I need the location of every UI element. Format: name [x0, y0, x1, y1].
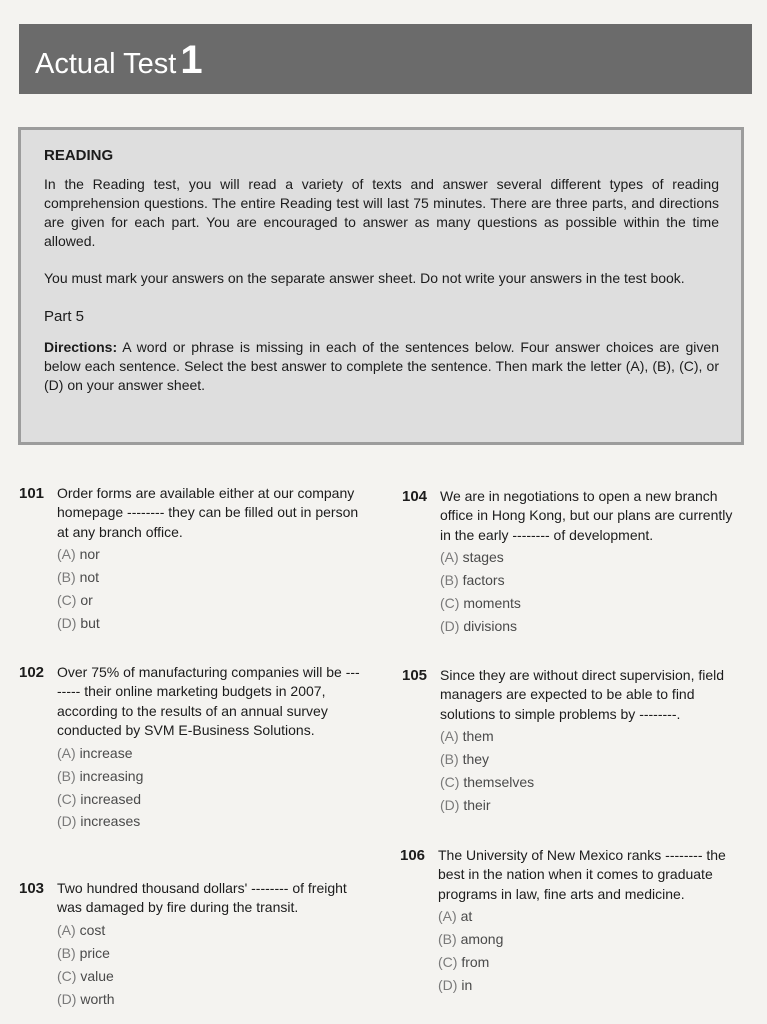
directions [44, 338, 719, 395]
part-label: Part 5 [44, 308, 85, 325]
answer-option-b[interactable] [57, 944, 364, 963]
option-letter: (C) [57, 790, 77, 807]
answer-option-a[interactable] [57, 744, 364, 763]
question-text: Since they are without direct supervision, field managers are expected to be able to find solutions to simple problems by --------. [440, 667, 725, 722]
option-letter: (D) [57, 813, 77, 830]
answer-option-d[interactable] [440, 796, 747, 815]
question-text: Order forms are available either at our company homepage -------- they can be filled out in person at any branch office. [57, 485, 359, 540]
option-letter: (B) [57, 945, 76, 962]
answer-option-b[interactable] [57, 568, 364, 587]
answer-option-a[interactable] [57, 545, 364, 564]
option-letter: (A) [438, 908, 457, 925]
intro-paragraph-1: In the Reading test, you will read a variety of texts and answer several different types of reading comprehension questions. The entire Reading test will last 75 minutes. There are three parts, and directions are given for each part. You are encouraged to answer as many questions as possible within the time allowed. [44, 176, 719, 249]
option-letter: (A) [57, 744, 76, 761]
option-letter: (D) [440, 797, 460, 814]
option-letter: (A) [57, 546, 76, 563]
answer-option-a[interactable] [440, 727, 747, 746]
directions-text: A word or phrase is missing in each of the sentences below. Four answer choices are given below each sentence. Select the best answer to complete the sentence. Then mark the letter (A), (B), (C), or (D) on your answer sheet. [44, 339, 719, 393]
option-letter: (C) [438, 954, 458, 971]
option-text: worth [80, 990, 115, 1007]
header-bar [19, 24, 752, 94]
option-letter: (B) [440, 572, 459, 589]
question-103 [19, 879, 364, 1009]
question-102 [19, 663, 364, 832]
option-letter: (C) [440, 595, 460, 612]
question-number: 105 [402, 667, 428, 684]
option-letter: (B) [57, 569, 76, 586]
option-letter: (B) [57, 767, 76, 784]
option-letter: (A) [57, 922, 76, 939]
option-letter: (B) [438, 931, 457, 948]
question-104 [402, 487, 747, 636]
question-number: 101 [19, 485, 45, 502]
answer-option-b[interactable] [440, 750, 747, 769]
answer-option-c[interactable] [438, 953, 745, 972]
option-letter: (A) [440, 728, 459, 745]
option-text: but [80, 615, 100, 632]
option-letter: (D) [57, 990, 77, 1007]
reading-intro-box [18, 127, 744, 445]
option-letter: (C) [440, 774, 460, 791]
answer-option-d[interactable] [57, 990, 364, 1009]
answer-option-d[interactable] [57, 812, 364, 831]
answer-option-a[interactable] [438, 907, 745, 926]
option-text: they [462, 751, 490, 768]
answer-option-c[interactable] [57, 591, 364, 610]
option-text: their [463, 797, 491, 814]
option-text: divisions [463, 618, 518, 635]
answer-option-c[interactable] [57, 790, 364, 809]
question-text: We are in negotiations to open a new branch office in Hong Kong, but our plans are currently in the early -------- of development. [440, 488, 733, 543]
answer-option-a[interactable] [440, 548, 747, 567]
answer-option-b[interactable] [440, 571, 747, 590]
option-text: value [80, 967, 114, 984]
option-letter: (C) [57, 967, 77, 984]
option-text: from [461, 954, 490, 971]
option-text: moments [463, 595, 521, 612]
option-text: not [79, 569, 100, 586]
option-letter: (D) [57, 615, 77, 632]
question-text: Over 75% of manufacturing companies will be -------- their online marketing budgets in 2007, according to the results of an annual survey conducted by SVM E-Business Solutions. [57, 664, 360, 738]
question-text: The University of New Mexico ranks -------- the best in the nation when it comes to graduate programs in law, fine arts and medicine. [438, 847, 726, 902]
page-title [35, 38, 203, 83]
option-text: at [460, 908, 473, 925]
option-text: stages [462, 549, 504, 566]
option-text: increase [79, 744, 133, 761]
option-text: themselves [463, 774, 535, 791]
answer-option-d[interactable] [57, 614, 364, 633]
option-text: in [461, 977, 473, 994]
option-text: increasing [79, 767, 144, 784]
answer-option-b[interactable] [438, 930, 745, 949]
option-text: nor [79, 546, 100, 563]
option-text: increases [80, 813, 141, 830]
answer-option-a[interactable] [57, 921, 364, 940]
option-text: price [79, 945, 110, 962]
question-text: Two hundred thousand dollars' -------- of freight was damaged by fire during the transit. [57, 880, 347, 916]
option-text: or [80, 592, 93, 609]
option-text: increased [80, 790, 142, 807]
question-105 [402, 666, 747, 815]
option-letter: (D) [440, 618, 460, 635]
answer-option-b[interactable] [57, 767, 364, 786]
answer-option-c[interactable] [57, 967, 364, 986]
answer-option-d[interactable] [438, 976, 745, 995]
option-text: among [460, 931, 504, 948]
option-text: factors [462, 572, 505, 589]
question-number: 106 [400, 847, 426, 864]
intro-paragraph-2: You must mark your answers on the separate answer sheet. Do not write your answers in the test book. [44, 270, 685, 286]
test-number: 1 [180, 38, 203, 82]
option-text: them [462, 728, 494, 745]
answer-option-d[interactable] [440, 617, 747, 636]
answer-option-c[interactable] [440, 594, 747, 613]
question-number: 103 [19, 880, 45, 897]
question-101 [19, 484, 364, 633]
option-letter: (B) [440, 751, 459, 768]
question-number: 102 [19, 664, 45, 681]
option-letter: (D) [438, 977, 458, 994]
directions-label: Directions: [44, 339, 118, 355]
answer-option-c[interactable] [440, 773, 747, 792]
question-number: 104 [402, 488, 428, 505]
option-letter: (A) [440, 549, 459, 566]
section-heading: READING [44, 147, 114, 164]
option-letter: (C) [57, 592, 77, 609]
question-106 [400, 846, 745, 995]
title-text: Actual Test [35, 48, 177, 80]
option-text: cost [79, 922, 106, 939]
